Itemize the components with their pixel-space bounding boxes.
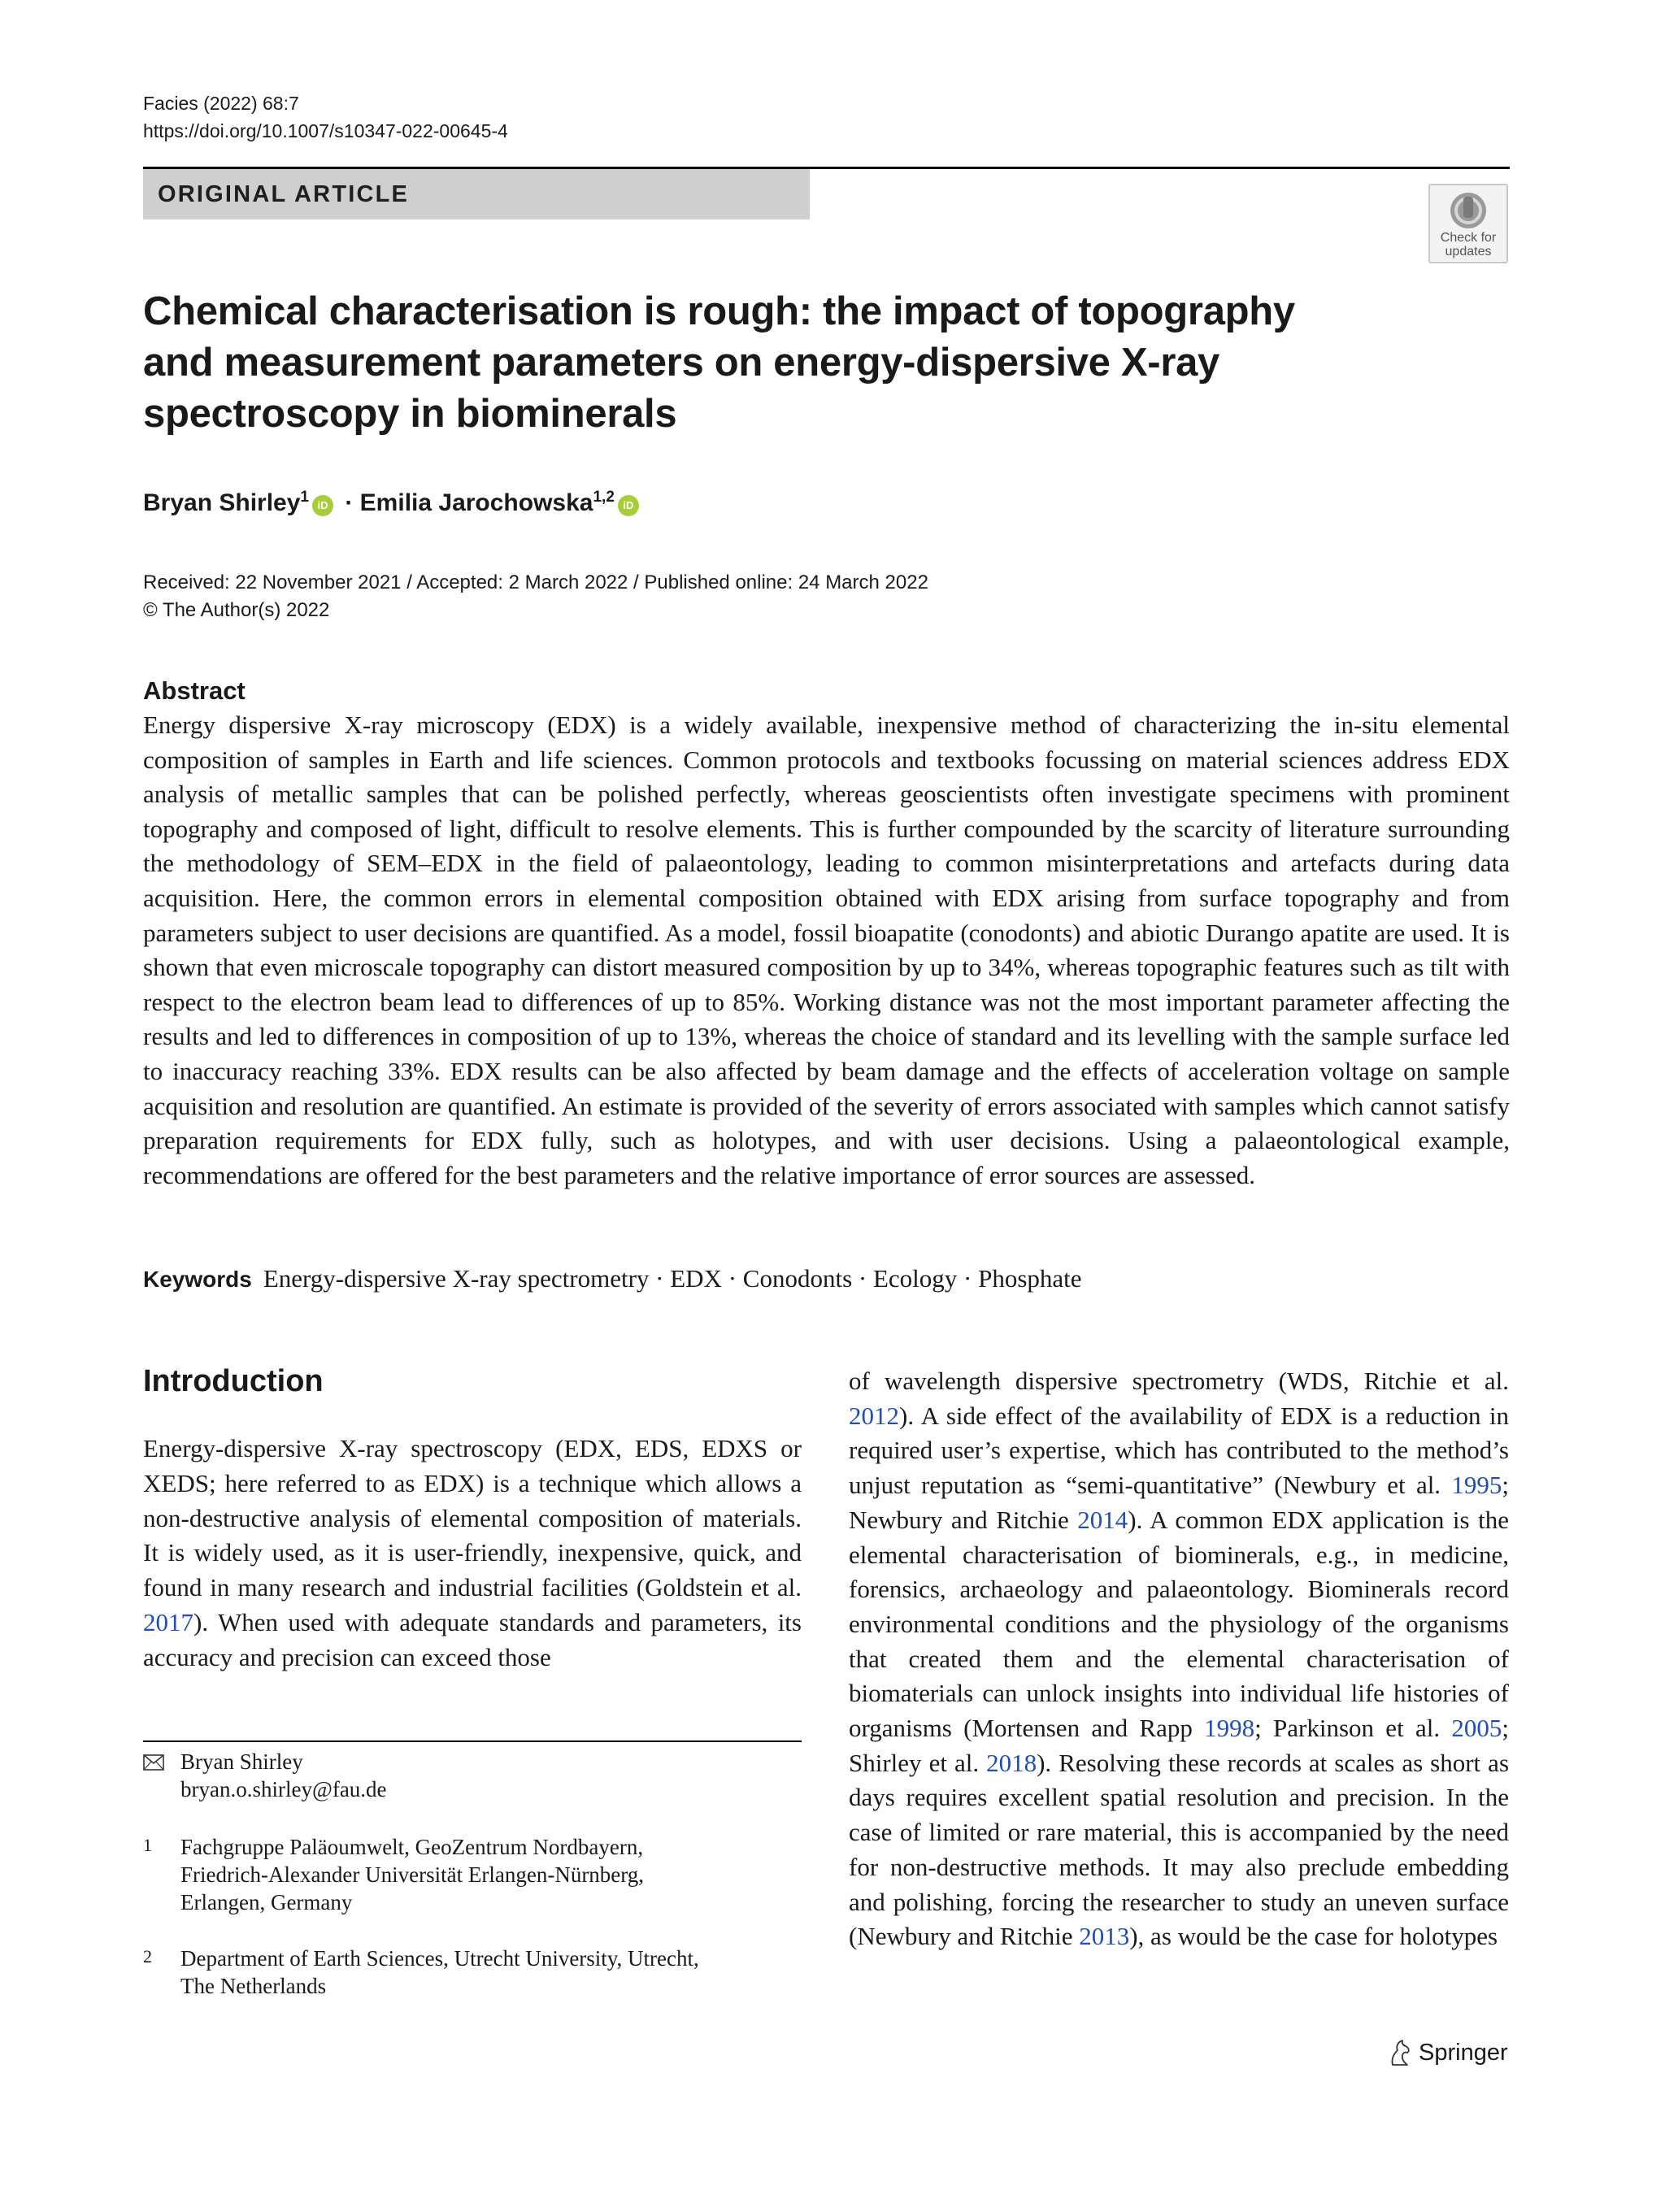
citation-link[interactable]: 1995	[1451, 1471, 1502, 1500]
introduction-paragraph-right: of wavelength dispersive spectrometry (WDS, Ritchie et al. 2012). A side effect of the availability of EDX is a reduction in required user’s expertise, which has contributed to the method’s unjust reputation as “semi-quantitative” (Newbury et al. 1995; Newbury and Ritchie 2014). A common EDX application is the elemental characterisation of biominerals, e.g., in medicine, forensics, archaeology and palaeontology. Biominerals record environmental conditions and the physiology of the organisms that created them and the elemental characterisation of biomaterials can unlock insights into individual life histories of organisms (Mortensen and Rapp 1998; Parkinson et al. 2005; Shirley et al. 2018). Resolving these records at scales as short as days requires excellent spatial resolution and precision. In the case of limited or rare material, this is accompanied by the need for non-destructive methods. It may also preclude embedding and polishing, forcing the researcher to study an uneven surface (Newbury and Ritchie 2013), as would be the case for holotypes	[849, 1367, 1510, 1951]
copyright-line: © The Author(s) 2022	[143, 599, 330, 621]
journal-reference	[143, 89, 508, 145]
introduction-heading: Introduction	[143, 1364, 324, 1398]
publication-dates	[143, 569, 928, 624]
doi-link[interactable]: https://doi.org/10.1007/s10347-022-00645-4	[143, 120, 508, 141]
article-title: Chemical characterisation is rough: the impact of topography and measurement parameters on energy-dispersive X-ray spectroscopy in biominerals	[143, 289, 1295, 436]
affiliation-2: Department of Earth Sciences, Utrecht University, Utrecht, The Netherlands	[180, 1946, 699, 1998]
citation-link[interactable]: 2013	[1079, 1922, 1130, 1951]
abstract-heading: Abstract	[143, 676, 246, 705]
check-updates-line2: updates	[1445, 245, 1492, 259]
mail-icon	[143, 1754, 164, 1771]
contact-email[interactable]: bryan.o.shirley@fau.de	[180, 1777, 387, 1801]
contact-name: Bryan Shirley	[180, 1749, 303, 1774]
citation-link[interactable]: 1998	[1204, 1714, 1255, 1743]
affiliation-1: Fachgruppe Paläoumwelt, GeoZentrum Nordbayern, Friedrich-Alexander Universität Erlangen-Nürnberg, Erlangen, Germany	[180, 1835, 645, 1914]
journal-citation: Facies (2022) 68:7	[143, 93, 299, 114]
author-affiliation: 1,2	[593, 489, 615, 506]
citation-link[interactable]: 2014	[1077, 1505, 1128, 1534]
orcid-icon[interactable]: iD	[312, 495, 333, 516]
author-separator: ·	[338, 489, 360, 516]
springer-horse-icon	[1388, 2039, 1412, 2066]
author-name[interactable]: Emilia Jarochowska	[359, 489, 593, 516]
abstract-text: Energy dispersive X-ray microscopy (EDX) is a widely available, inexpensive method of characterizing the in-situ elemental composition of samples in Earth and life sciences. Common protocols and textbooks focussing on material sciences address EDX analysis of metallic samples that can be polished perfectly, whereas geoscientists often investigate specimens with prominent topography and composed of light, difficult to resolve elements. This is further compounded by the scarcity of literature surrounding the methodology of SEM–EDX in the field of palaeontology, leading to common misinterpretations and artefacts during data acquisition. Here, the common errors in elemental composition obtained with EDX arising from surface topography and from parameters subject to user decisions are quantified. As a model, fossil bioapatite (conodonts) and abiotic Durango apatite are used. It is shown that even microscale topography can distort measured composition by up to 34%, whereas topographic features such as tilt with respect to the electron beam lead to differences of up to 85%. Working distance was not the most important parameter affecting the results and led to differences in composition of up to 13%, whereas the choice of standard and its levelling with the sample surface led to inaccuracy reaching 33%. EDX results can be also affected by beam damage and the effects of acceleration voltage on sample acquisition and resolution are quantified. An estimate is provided of the severity of errors associated with samples which cannot satisfy preparation requirements for EDX fully, such as holotypes, and with user decisions. Using a palaeontological example, recommendations are offered for the best parameters and the relative importance of error sources are assessed.	[143, 711, 1510, 1189]
check-for-updates-badge[interactable]	[1428, 184, 1508, 263]
article-type-bar	[143, 169, 810, 219]
check-updates-line1: Check for	[1440, 231, 1497, 245]
affiliation-number: 2	[143, 1946, 152, 1966]
citation-link[interactable]: 2017	[143, 1607, 193, 1636]
article-type-label: ORIGINAL ARTICLE	[158, 180, 410, 207]
citation-link[interactable]: 2012	[849, 1401, 899, 1430]
introduction-paragraph-left: Energy-dispersive X-ray spectroscopy (EDX, EDS, EDXS or XEDS; here referred to as EDX) is a technique which allows a non-destructive analysis of elemental composition of materials. It is widely used, as it is user-friendly, inexpensive, quick, and found in many research and industrial facilities (Goldstein et al. 2017). When used with adequate standards and parameters, its accuracy and precision can exceed those	[143, 1434, 802, 1671]
keywords	[143, 1262, 1082, 1296]
author-name[interactable]: Bryan Shirley	[143, 489, 301, 516]
date-history: Received: 22 November 2021 / Accepted: 2 March 2022 / Published online: 24 March 2022	[143, 571, 928, 593]
author-affiliation: 1	[300, 489, 309, 506]
orcid-icon[interactable]: iD	[618, 495, 639, 516]
check-updates-icon	[1448, 190, 1489, 231]
citation-link[interactable]: 2018	[986, 1748, 1037, 1777]
corresponding-author	[180, 1748, 815, 1803]
author-list	[143, 481, 644, 519]
affiliation-number: 1	[143, 1835, 152, 1855]
citation-link[interactable]: 2005	[1451, 1714, 1502, 1743]
keywords-list: Energy-dispersive X-ray spectrometry · EDX · Conodonts · Ecology · Phosphate	[263, 1264, 1082, 1293]
keywords-label: Keywords	[143, 1267, 252, 1292]
footnote-rule	[143, 1740, 802, 1742]
publisher-name: Springer	[1419, 2039, 1508, 2066]
publisher-logo	[1388, 2039, 1508, 2066]
